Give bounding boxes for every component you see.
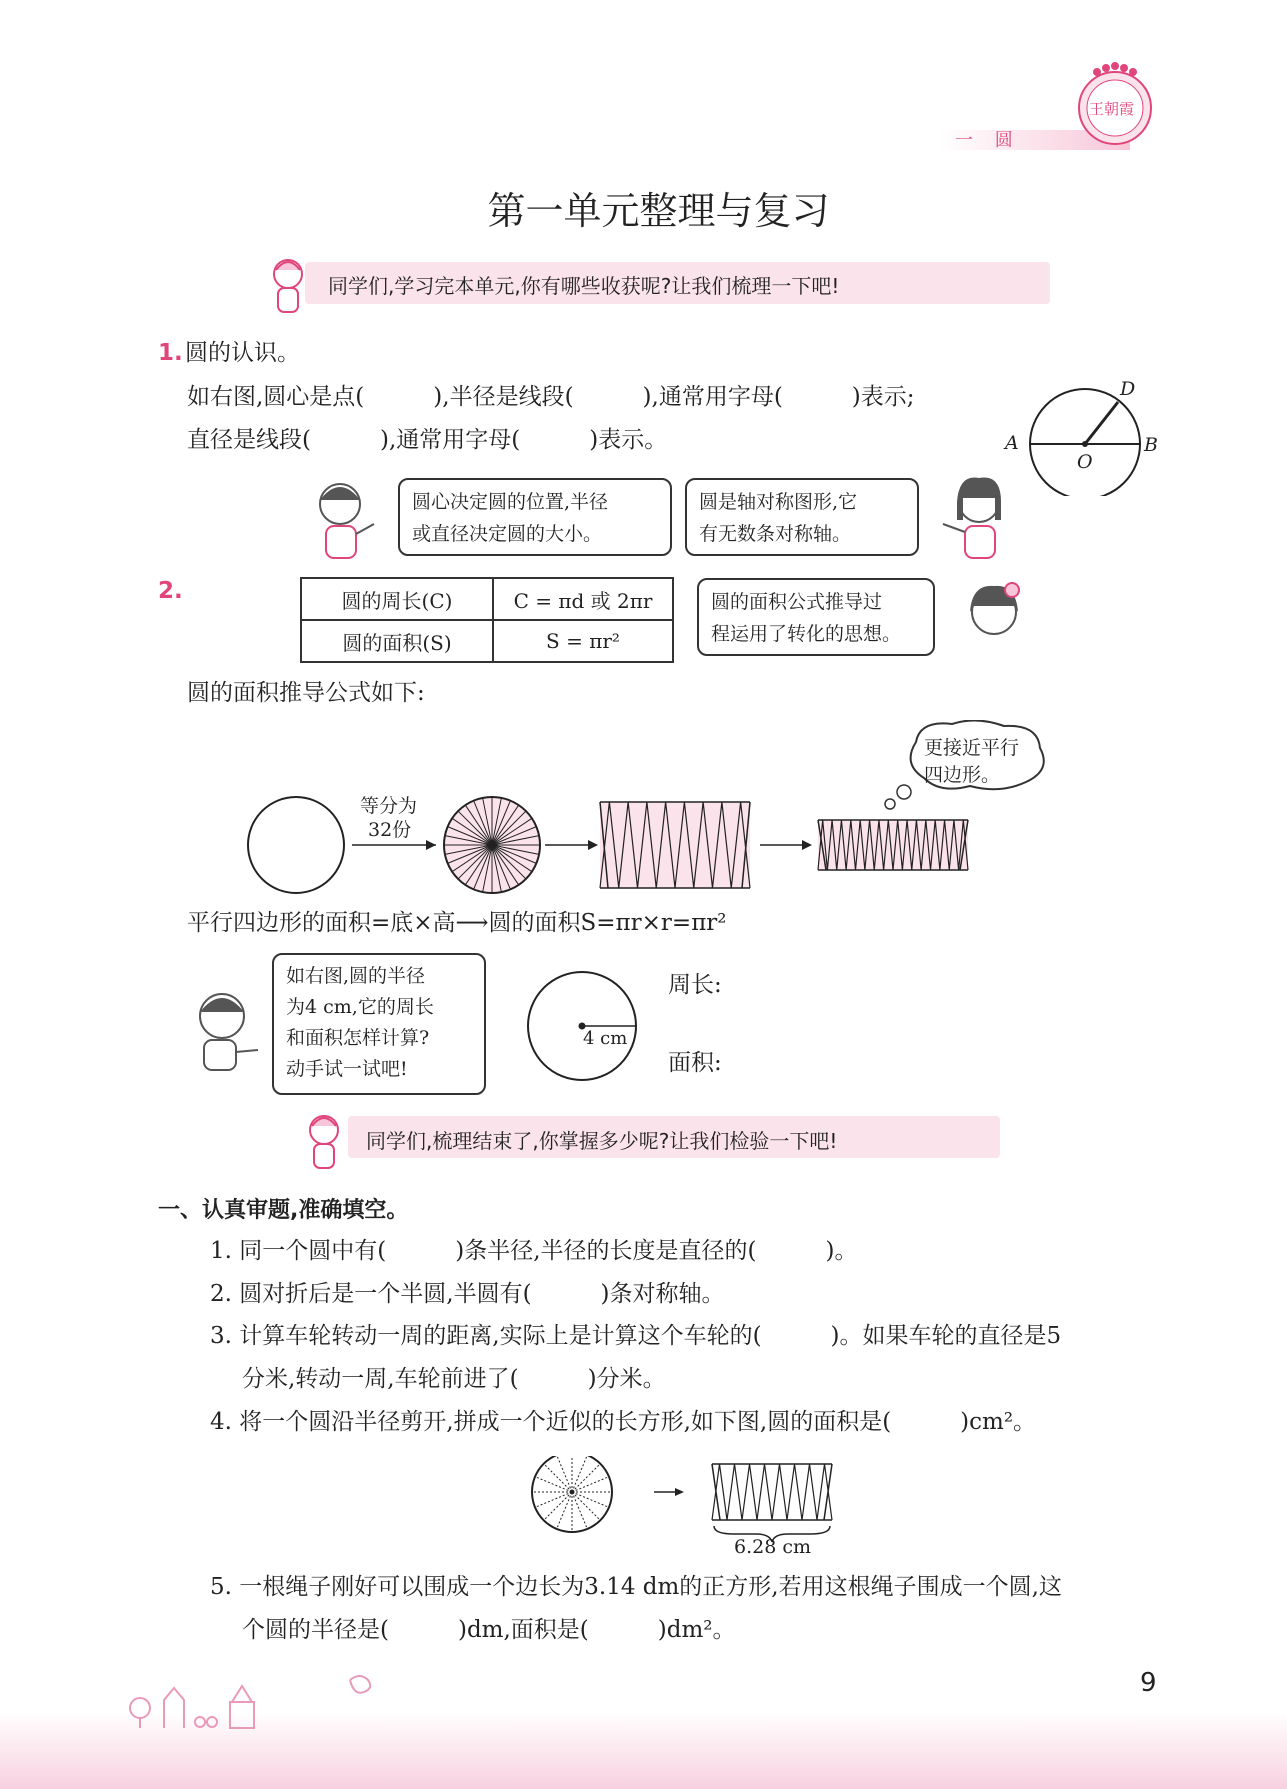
section-1-number: 1.	[158, 340, 183, 366]
bubble-left-line-1: 圆心决定圆的位置,半径	[412, 491, 609, 513]
page-number: 9	[1140, 1668, 1157, 1698]
question-3b: 分米,转动一周,车轮前进了( )分米。	[242, 1366, 666, 1392]
split-label-2: 32份	[368, 819, 412, 841]
question-4: 4. 将一个圆沿半径剪开,拼成一个近似的长方形,如下图,圆的面积是( )cm²。	[210, 1409, 1037, 1435]
exercise-heading: 一、认真审题,准确填空。	[158, 1198, 409, 1223]
table-row	[301, 578, 673, 620]
girl-2-icon	[956, 576, 1032, 662]
table-cell-name: 圆的周长(C)	[301, 578, 493, 620]
bubble-derive-line-1: 圆的面积公式推导过	[711, 591, 883, 613]
q4-length-label: 6.28 cm	[734, 1536, 812, 1558]
table-cell-formula: S = πr²	[493, 620, 673, 662]
banner-2-text: 同学们,梳理结束了,你掌握多少呢?让我们检验一下吧!	[366, 1129, 838, 1153]
bubble-right-line-2: 有无数条对称轴。	[699, 523, 852, 545]
table-cell-formula: C = πd 或 2πr	[493, 578, 673, 620]
bubble-boy-line-3: 和面积怎样计算?	[286, 1027, 430, 1049]
bubble-boy-line-4: 动手试一试吧!	[286, 1058, 408, 1080]
section-1-line-2: 直径是线段( ),通常用字母( )表示。	[187, 427, 668, 453]
question-2: 2. 圆对折后是一个半圆,半圆有( )条对称轴。	[210, 1281, 725, 1307]
radius-label: 4 cm	[583, 1028, 628, 1049]
page-title: 第一单元整理与复习	[487, 189, 830, 233]
bubble-right	[685, 478, 919, 556]
boy-icon	[302, 474, 382, 564]
formula-table	[300, 577, 674, 663]
kid-banner-1-icon	[266, 256, 312, 318]
bubble-right-line-1: 圆是轴对称图形,它	[699, 491, 858, 513]
derive-title: 圆的面积推导公式如下:	[187, 680, 425, 706]
sliced-circle	[444, 797, 540, 893]
kid-banner-2-icon	[302, 1112, 348, 1174]
question-1: 1. 同一个圆中有( )条半径,半径的长度是直径的( )。	[210, 1238, 858, 1264]
footer-decoration-icon	[120, 1650, 410, 1730]
q4-sliced-circle	[532, 1456, 612, 1532]
thought-line-1: 更接近平行	[924, 737, 1020, 759]
question-5b: 个圆的半径是( )dm,面积是( )dm²。	[242, 1617, 736, 1643]
bubble-derive	[697, 578, 935, 656]
rearranged-shape-2	[818, 820, 968, 870]
bubble-derive-line-2: 程运用了转化的思想。	[711, 623, 902, 645]
header-chapter: 一 圆	[955, 130, 1021, 151]
section-1-line-1: 如右图,圆心是点( ),半径是线段( ),通常用字母( )表示;	[187, 384, 915, 410]
fig-label-b: B	[1144, 434, 1158, 456]
fig-label-o: O	[1077, 451, 1093, 473]
fig-label-d: D	[1120, 378, 1136, 400]
perimeter-label: 周长:	[668, 972, 722, 998]
girl-icon	[935, 468, 1015, 564]
thought-line-2: 四边形。	[924, 764, 1001, 786]
table-row	[301, 620, 673, 662]
boy-2-icon	[184, 984, 264, 1074]
section-1-title: 圆的认识。	[185, 340, 300, 366]
section-2-number: 2.	[158, 578, 183, 604]
bubble-left	[398, 478, 672, 556]
bubble-left-line-2: 或直径决定圆的大小。	[412, 523, 603, 545]
bubble-boy	[272, 953, 486, 1095]
bubble-boy-line-2: 为4 cm,它的周长	[286, 996, 434, 1018]
banner-1-text: 同学们,学习完本单元,你有哪些收获呢?让我们梳理一下吧!	[328, 274, 840, 298]
logo-text: 王朝霞	[1089, 100, 1135, 118]
question-3a: 3. 计算车轮转动一周的距离,实际上是计算这个车轮的( )。如果车轮的直径是5	[210, 1323, 1062, 1349]
table-cell-name: 圆的面积(S)	[301, 620, 493, 662]
fig-label-a: A	[1005, 432, 1019, 454]
split-label-1: 等分为	[360, 795, 418, 817]
radius-circle	[524, 968, 640, 1084]
area-label: 面积:	[668, 1050, 722, 1076]
q4-rectangle	[712, 1464, 832, 1520]
question-5a: 5. 一根绳子刚好可以围成一个边长为3.14 dm的正方形,若用这根绳子围成一个圆,这	[210, 1574, 1062, 1600]
bubble-boy-line-1: 如右图,圆的半径	[286, 965, 426, 987]
formula-line: 平行四边形的面积=底×高⟶圆的面积S=πr×r=πr²	[187, 910, 727, 936]
rearranged-shape-1	[600, 802, 750, 888]
